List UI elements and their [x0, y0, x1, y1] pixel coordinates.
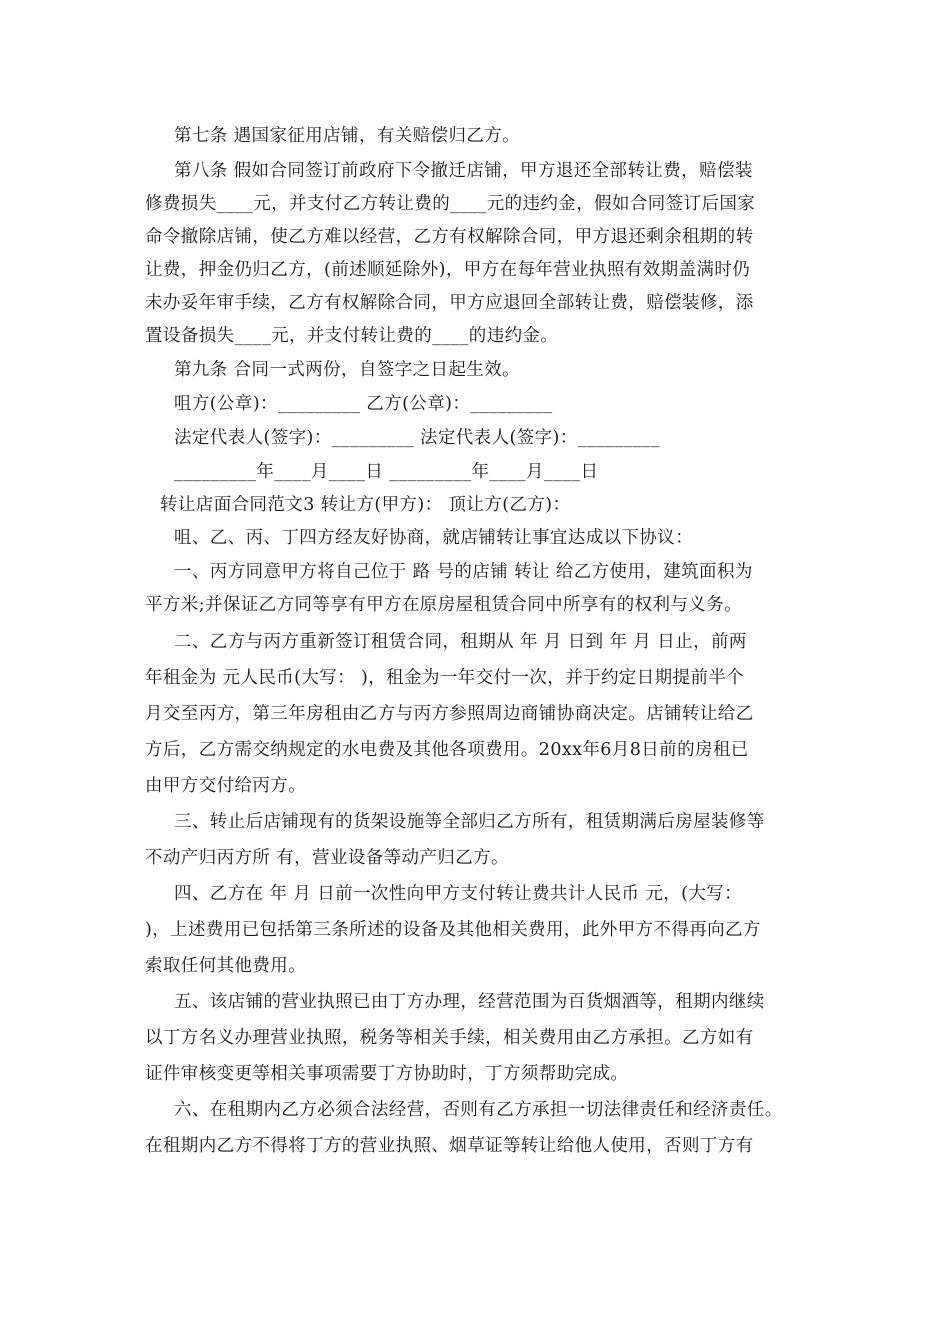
- text-line: 让费，押金仍归乙方，(前述顺延除外)，甲方在每年营业执照有效期盖满时仍: [145, 260, 751, 280]
- text-line: 第八条 假如合同签订前政府下令撤迁店铺，甲方退还全部转让费，赔偿装: [174, 161, 753, 181]
- text-line: 一、丙方同意甲方将自己位于 路 号的店铺 转让 给乙方使用，建筑面积为: [174, 562, 753, 582]
- text-line: 月交至丙方，第三年房租由乙方与丙方参照周边商铺协商决定。店铺转让给乙: [145, 704, 754, 724]
- text-line: 咀方(公章)：_________ 乙方(公章)：_________: [174, 394, 553, 414]
- text-line: 第七条 遇国家征用店铺，有关赔偿归乙方。: [174, 126, 521, 146]
- text-line: 咀、乙、丙、丁四方经友好协商，就店铺转让事宜达成以下协议：: [174, 528, 694, 548]
- text-line: 三、转止后店铺现有的货架设施等全部归乙方所有，租赁期满后房屋装修等: [174, 812, 765, 832]
- text-line: 命令撤除店铺，使乙方难以经营，乙方有权解除合同，甲方退还剩余租期的转: [145, 227, 754, 247]
- text-line: 法定代表人(签字)：_________ 法定代表人(签字)：_________: [174, 428, 660, 448]
- text-line: 在租期内乙方不得将丁方的营业执照、烟草证等转让给他人使用，否则丁方有: [145, 1136, 754, 1156]
- text-line: 不动产归丙方所 有，营业设备等动产归乙方。: [145, 848, 509, 868]
- text-line: 四、乙方在 年 月 日前一次性向甲方支付转让费共计人民币 元，(大写：: [174, 884, 743, 904]
- text-line: 未办妥年审手续，乙方有权解除合同，甲方应退回全部转让费，赔偿装修，添: [145, 293, 754, 313]
- text-line: 由甲方交付给丙方。: [145, 776, 307, 796]
- text-line: 以丁方名义办理营业执照，税务等相关手续，相关费用由乙方承担。乙方如有: [145, 1028, 754, 1048]
- text-line: 第九条 合同一式两份，自签字之日起生效。: [174, 360, 521, 380]
- text-line: 修费损失____元，并支付乙方转让费的____元的违约金，假如合同签订后国家: [145, 194, 756, 214]
- text-line: 五、该店铺的营业执照已由丁方办理，经营范围为百货烟酒等，租期内继续: [174, 992, 765, 1012]
- text-line: _________年____月____日 _________年____月____日: [174, 462, 599, 482]
- text-line: 方后，乙方需交纳规定的水电费及其他各项费用。20xx年6月8日前的房租已: [145, 740, 749, 760]
- text-line: )，上述费用已包括第三条所述的设备及其他相关费用，此外甲方不得再向乙方: [145, 920, 761, 940]
- text-line: 平方米;并保证乙方同等享有甲方在原房屋租赁合同中所享有的权利与义务。: [145, 595, 742, 615]
- text-line: 转让店面合同范文3 转让方(甲方)： 顶让方(乙方)：: [160, 495, 571, 515]
- text-line: 六、在租期内乙方必须合法经营，否则有乙方承担一切法律责任和经济责任。: [174, 1100, 783, 1120]
- text-line: 索取任何其他费用。: [145, 956, 307, 976]
- text-line: 二、乙方与丙方重新签订租赁合同，租期从 年 月 日到 年 月 日止，前两: [174, 632, 747, 652]
- text-line: 年租金为 元人民币(大写： )，租金为一年交付一次，并于约定日期提前半个: [145, 668, 745, 688]
- text-line: 证件审核变更等相关事项需要丁方协助时，丁方须帮助完成。: [145, 1064, 629, 1084]
- text-line: 置设备损失____元，并支付转让费的____的违约金。: [145, 326, 559, 346]
